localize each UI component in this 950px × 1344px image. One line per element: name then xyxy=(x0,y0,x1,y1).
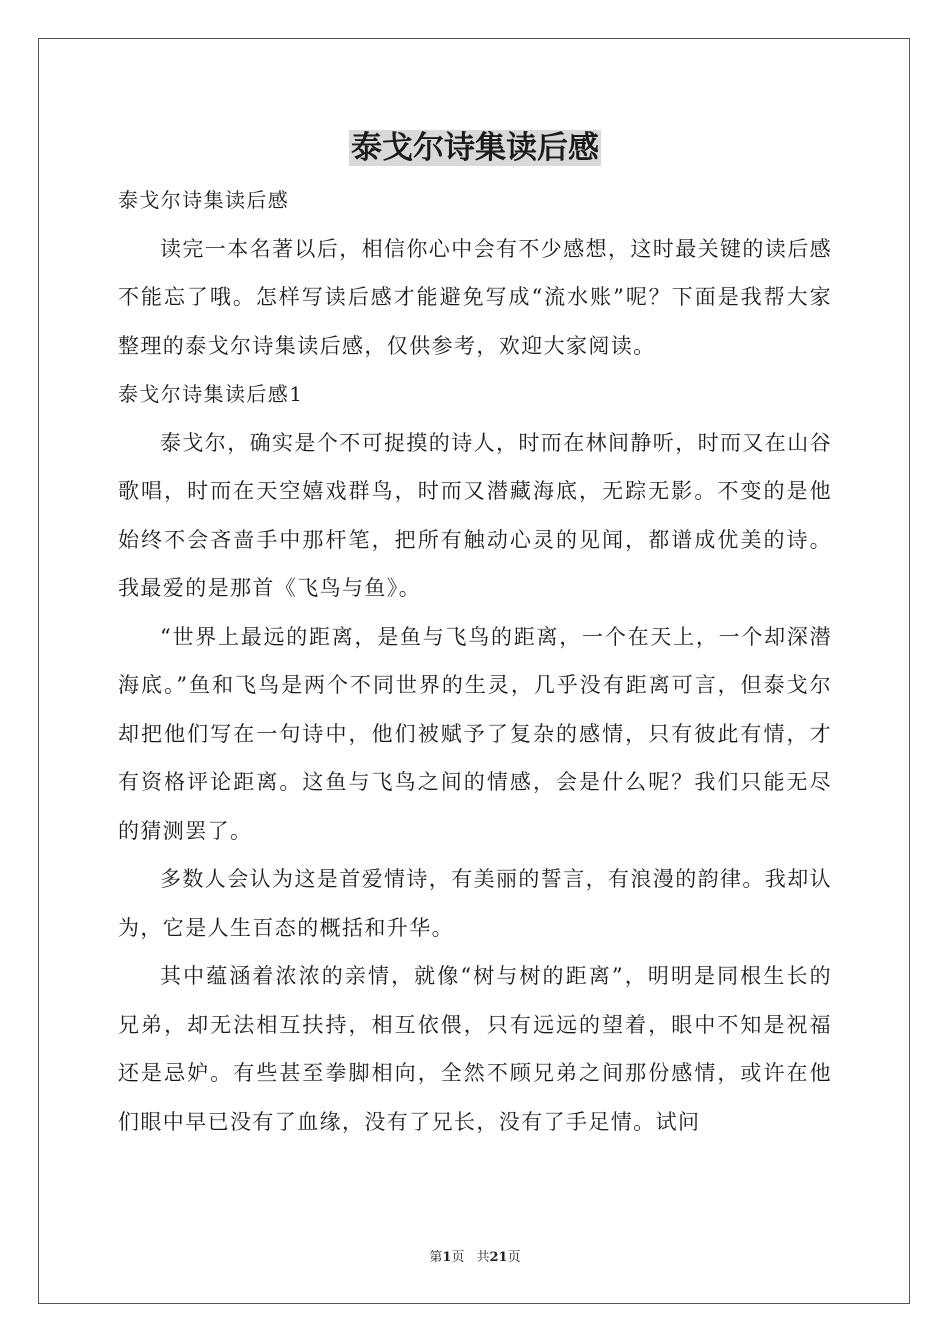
footer-page-suffix: 页 xyxy=(451,1250,465,1265)
footer-total-prefix: 共 xyxy=(476,1250,490,1265)
document-title xyxy=(0,126,950,170)
section-heading: 泰戈尔诗集读后感1 xyxy=(118,382,304,406)
footer-page-current: 1 xyxy=(442,1250,452,1265)
body-paragraph: 其中蕴涵着浓浓的亲情，就像“树与树的距离”，明明是同根生长的兄弟，却无法相互扶持，相互依偎，只有远远的望着，眼中不知是祝福还是忌妒。有些甚至拳脚相向，全然不顾兄弟之间那份感情，或许在他们眼中早已没有了血缘，没有了兄长，没有了手足情。试问 xyxy=(118,964,832,1134)
footer-total-suffix: 页 xyxy=(507,1250,521,1265)
body-paragraph: 读完一本名著以后，相信你心中会有不少感想，这时最关键的读后感不能忘了哦。怎样写读后感才能避免写成“流水账”呢？下面是我帮大家整理的泰戈尔诗集读后感，仅供参考，欢迎大家阅读。 xyxy=(118,236,832,358)
footer-page-total: 21 xyxy=(489,1250,508,1265)
footer-page-prefix: 第 xyxy=(429,1250,443,1265)
body-paragraph: “世界上最远的距离，是鱼与飞鸟的距离，一个在天上，一个却深潜海底。”鱼和飞鸟是两个不同世界的生灵，几乎没有距离可言，但泰戈尔却把他们写在一句诗中，他们被赋予了复杂的感情，只有彼此有情，才有资格评论距离。这鱼与飞鸟之间的情感，会是什么呢？我们只能无尽的猜测罢了。 xyxy=(118,624,832,843)
section-heading: 泰戈尔诗集读后感 xyxy=(118,188,290,212)
body-paragraph: 多数人会认为这是首爱情诗，有美丽的誓言，有浪漫的韵律。我却认为，它是人生百态的概括和升华。 xyxy=(118,867,832,940)
document-title-text: 泰戈尔诗集读后感 xyxy=(351,130,599,166)
document-body xyxy=(118,176,832,1146)
body-paragraph: 泰戈尔，确实是个不可捉摸的诗人，时而在林间静听，时而又在山谷歌唱，时而在天空嬉戏群鸟，时而又潜藏海底，无踪无影。不变的是他始终不会吝啬手中那杆笔，把所有触动心灵的见闻，都谱成优美的诗。我最爱的是那首《飞鸟与鱼》。 xyxy=(118,430,832,600)
page-footer xyxy=(0,1246,950,1265)
